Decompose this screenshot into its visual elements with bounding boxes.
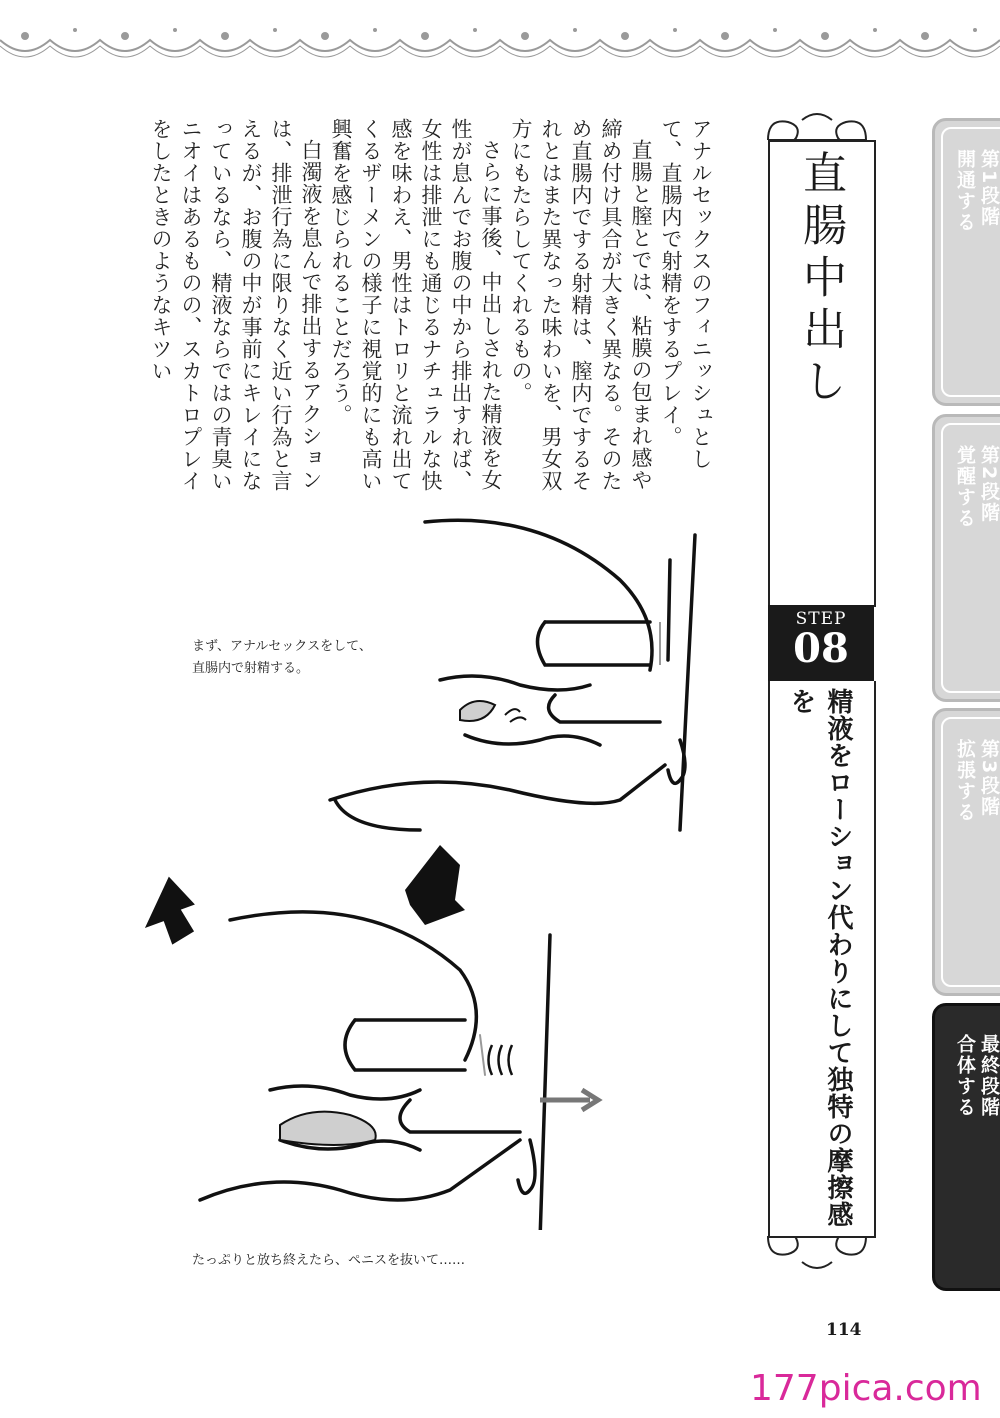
caption-second: たっぷりと放ち終えたら、ペニスを抜いて…… (192, 1253, 466, 1268)
body-paragraph-3: さらに事後、中出しされた精液を女性が息んでお腹の中から排出すれば、女性は排泄にも通じるナチュラルな快感を味わえ、男性はトロリと流れ出てくるザーメンの様子に視覚的にも高い興奮を感じられることだろう。 (329, 118, 503, 492)
page-number: 114 (826, 1320, 862, 1340)
down-right-arrow-icon (405, 845, 465, 925)
watermark-text: 177pica.com (750, 1368, 982, 1409)
lower-buttock-outline (230, 912, 476, 1060)
tab-stage-3[interactable] (932, 708, 1000, 996)
body-paragraph-2: 直腸と膣とでは、粘膜の包まれ感や締め付け具合が大きく異なる。そのため直腸内でする射精は、膣内でするそれとはまた異なった味わいを、男女双方にもたらしてくれるもの。 (509, 118, 653, 492)
upper-body-line (680, 535, 695, 830)
tab-label: 覚醒する (954, 445, 976, 529)
tab-label: 拡張する (954, 739, 976, 823)
tab-text (953, 739, 1000, 831)
top-ornament-border (0, 0, 1000, 70)
tab-stage-label: 第1段階 (978, 149, 1000, 228)
tab-label: 合体する (954, 1034, 976, 1118)
page-title: 直腸中出し (795, 150, 846, 410)
body-paragraph-1: アナルセックスのフィニッシュとして、直腸内で射精をするプレイ。 (659, 118, 713, 470)
step-badge (768, 605, 874, 681)
tab-stage-2[interactable] (932, 414, 1000, 702)
lower-body-line (540, 935, 550, 1230)
page-subtitle: 精液をローション代わりにして独特の摩擦感を (786, 688, 853, 1228)
up-left-arrow-icon (131, 872, 205, 952)
tab-stage-1[interactable] (932, 118, 1000, 406)
step-label: STEP (795, 609, 847, 629)
tab-stage-label: 第3段階 (978, 739, 1000, 818)
caption-first: まず、アナルセックスをして、 直腸内で射精する。 (192, 639, 372, 676)
tab-text (953, 149, 1000, 241)
tab-text (953, 1034, 1000, 1132)
tab-final-stage[interactable] (932, 1003, 1000, 1291)
tab-stage-label: 最終段階 (978, 1034, 1000, 1118)
tab-text (953, 445, 1000, 537)
body-paragraph-4: 白濁液を息んで排出するアクションは、排泄行為に限りなく近い行為と言えるが、お腹の中が事前にキレイになっているなら、精液ならではの青臭いニオイはあるものの、スカトロプレイをしたときのようなキツい (149, 118, 323, 492)
right-arrow-icon (540, 1090, 598, 1110)
tab-stage-label: 第2段階 (978, 445, 1000, 524)
step-number: 08 (793, 625, 849, 672)
body-text (110, 118, 716, 498)
instruction-illustration (120, 500, 770, 1230)
tab-label: 開通する (954, 149, 976, 233)
